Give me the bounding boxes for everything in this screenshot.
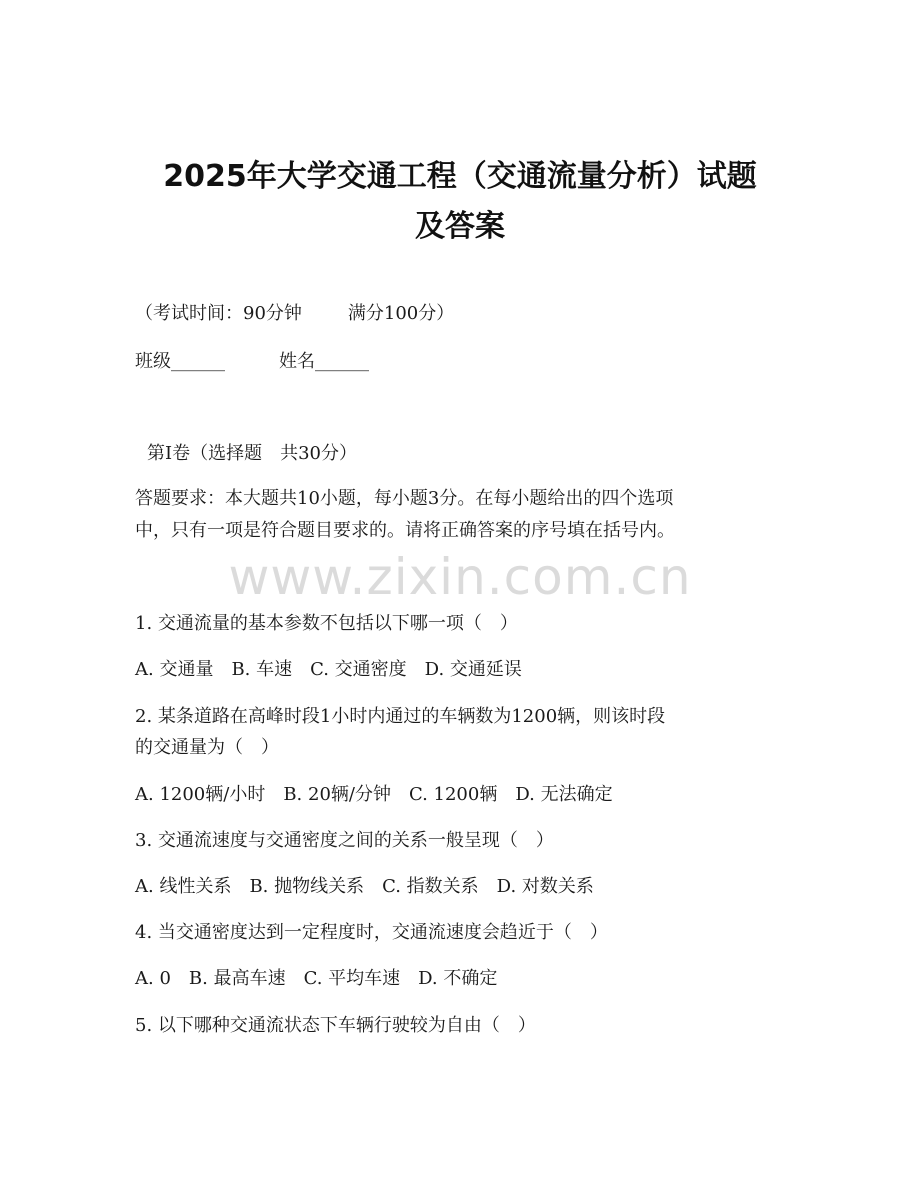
question-5-stem: 5. 以下哪种交通流状态下车辆行驶较为自由（ ） xyxy=(135,1015,536,1036)
question-1-options: A. 交通量 B. 车速 C. 交通密度 D. 交通延误 xyxy=(135,659,522,680)
instructions-line-2: 中，只有一项是符合题目要求的。请将正确答案的序号填在括号内。 xyxy=(135,520,675,541)
document-title-line-2: 及答案 xyxy=(415,209,505,244)
exam-time: （考试时间：90分钟 xyxy=(135,303,302,324)
document-title-line-1: 2025年大学交通工程（交通流量分析）试题 xyxy=(163,159,757,194)
question-3-options: A. 线性关系 B. 抛物线关系 C. 指数关系 D. 对数关系 xyxy=(135,876,594,897)
student-info xyxy=(135,348,369,376)
name-label: 姓名______ xyxy=(279,351,369,372)
exam-info xyxy=(135,300,454,328)
question-2-stem-line-1: 2. 某条道路在高峰时段1小时内通过的车辆数为1200辆，则该时段 xyxy=(135,706,666,727)
class-label: 班级______ xyxy=(135,351,225,372)
instructions-line-1: 答题要求：本大题共10小题，每小题3分。在每小题给出的四个选项 xyxy=(135,488,674,509)
question-1-stem: 1. 交通流量的基本参数不包括以下哪一项（ ） xyxy=(135,613,518,634)
watermark: www.zixin.com.cn xyxy=(228,548,692,606)
question-2-stem-line-2: 的交通量为（ ） xyxy=(135,737,279,758)
full-score: 满分100分） xyxy=(347,303,455,324)
question-3-stem: 3. 交通流速度与交通密度之间的关系一般呈现（ ） xyxy=(135,830,554,851)
question-4-options: A. 0 B. 最高车速 C. 平均车速 D. 不确定 xyxy=(135,968,498,989)
question-4-stem: 4. 当交通密度达到一定程度时，交通流速度会趋近于（ ） xyxy=(135,922,608,943)
question-2-options: A. 1200辆/小时 B. 20辆/分钟 C. 1200辆 D. 无法确定 xyxy=(135,784,613,805)
section-header: 第Ⅰ卷（选择题 共30分） xyxy=(147,443,358,464)
